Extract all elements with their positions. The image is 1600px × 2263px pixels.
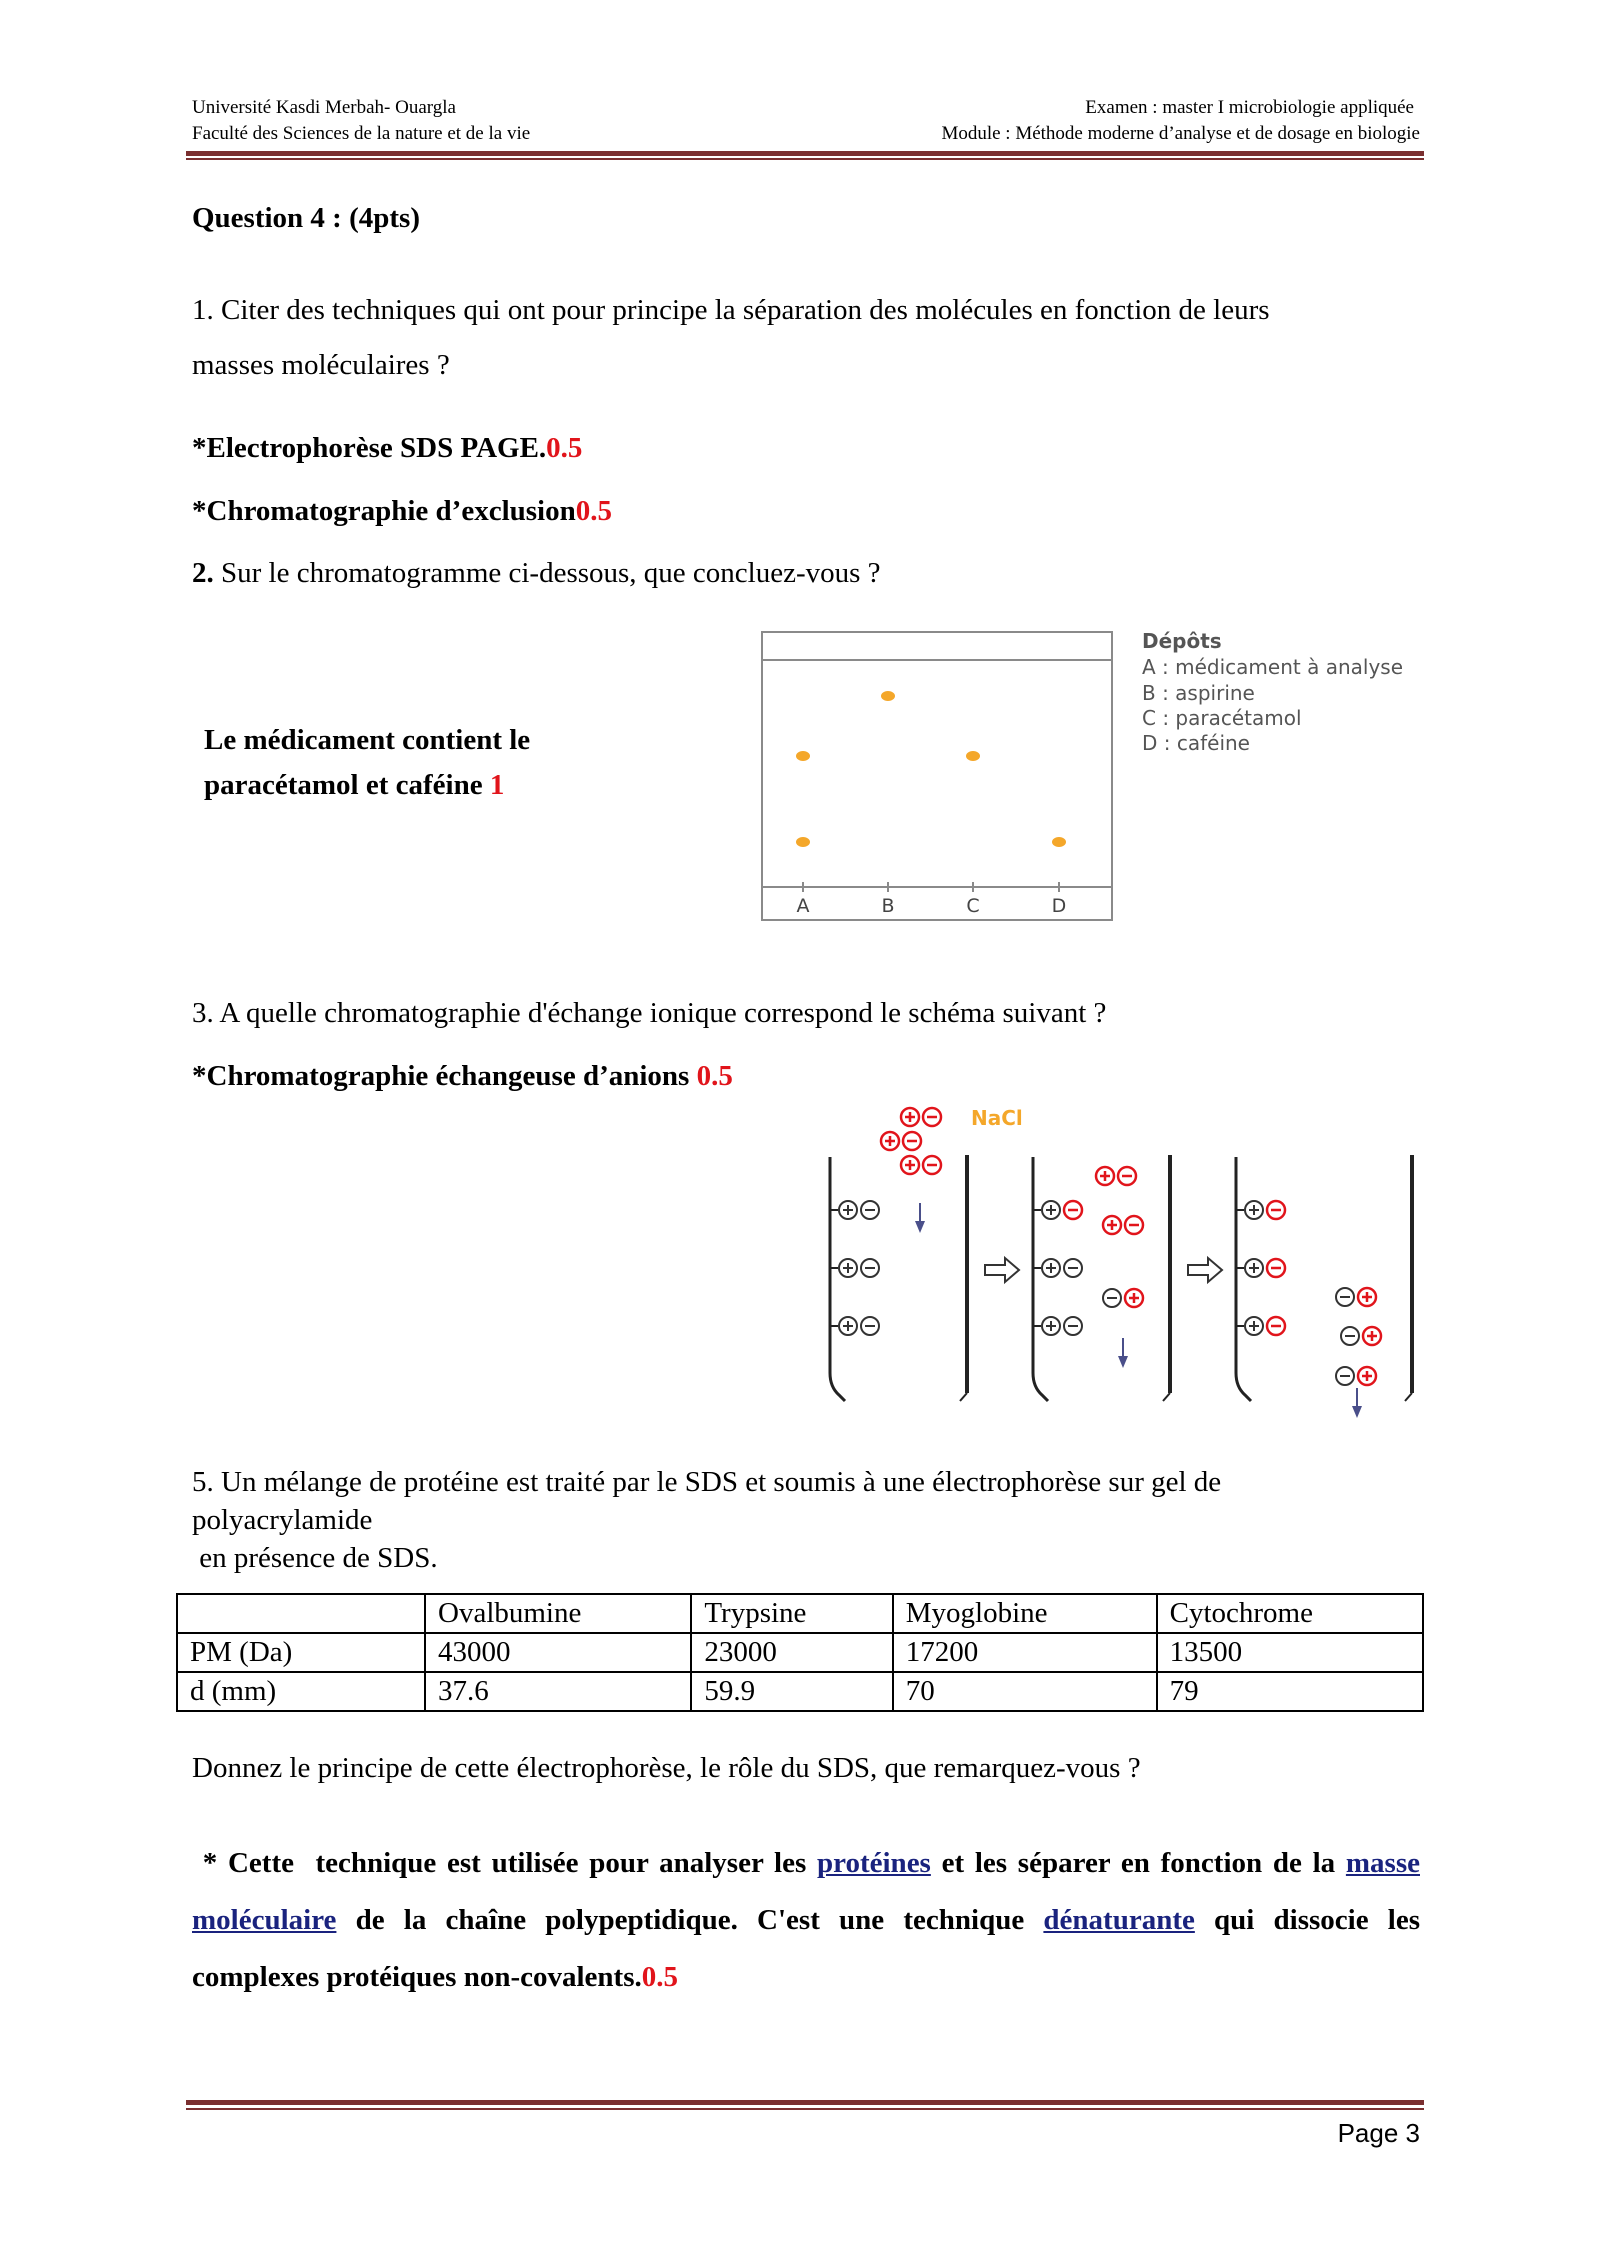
table-cell: d (mm) [177, 1672, 425, 1711]
q3-question: 3. A quelle chromatographie d'échange ionique correspond le schéma suivant ? [192, 997, 1107, 1029]
column-3 [1236, 1155, 1412, 1418]
q1-line1: 1. Citer des techniques qui ont pour principe la séparation des molécules en fonction de leurs [192, 294, 1270, 326]
q3-answer [192, 1056, 733, 1096]
q5-line1: 5. Un mélange de protéine est traité par le SDS et soumis à une électrophorèse sur gel de [192, 1466, 1222, 1498]
nacl-label: NaCl [971, 1106, 1023, 1130]
legend-item-d: D : caféine [1142, 731, 1250, 755]
table-cell: 13500 [1157, 1633, 1423, 1672]
spot-b [881, 691, 895, 701]
lane-label-d: D [1051, 895, 1067, 917]
legend-title: Dépôts [1142, 629, 1222, 653]
q5-answer-part1: * Cette technique est utilisée pour analyser les [192, 1847, 817, 1879]
table-header-row [177, 1594, 1423, 1633]
q2-answer [204, 718, 530, 808]
q5-answer-part3: de la chaîne polypeptidique. C'est une technique [336, 1904, 1044, 1936]
q1-line2: masses moléculaires ? [192, 349, 450, 381]
q5-answer [192, 1835, 1420, 2006]
link-masse-moleculaire[interactable]: masse moléculaire [192, 1847, 1420, 1936]
q1-answer2-score: 0.5 [575, 495, 612, 527]
step-arrow-2 [1188, 1258, 1222, 1282]
link-denaturante[interactable]: dénaturante [1043, 1904, 1195, 1936]
q2-number: 2. [192, 557, 214, 589]
q1-answer2-text: *Chromatographie d’exclusion [192, 495, 576, 527]
q2-answer-line2 [204, 763, 530, 808]
spot-d [1052, 837, 1066, 847]
table-row [177, 1633, 1423, 1672]
q2-answer-score: 1 [489, 769, 505, 801]
q3-answer-text: *Chromatographie échangeuse d’anions [192, 1060, 697, 1092]
table-header-cell: Myoglobine [893, 1594, 1157, 1633]
q1-answer1-text: *Electrophorèse SDS PAGE. [192, 432, 547, 464]
exam-title: Examen : master I microbiologie appliquée [1085, 97, 1414, 118]
table-corner-cell [177, 1594, 425, 1633]
lane-label-a: A [796, 895, 810, 917]
spot-a-upper [796, 751, 810, 761]
table-header-cell: Cytochrome [1157, 1594, 1423, 1633]
table-cell: PM (Da) [177, 1633, 425, 1672]
faculty-name: Faculté des Sciences de la nature et de la vie [192, 123, 531, 144]
q2-text: Sur le chromatogramme ci-dessous, que concluez-vous ? [213, 557, 881, 589]
column-1 [830, 1155, 967, 1401]
legend-item-b: B : aspirine [1142, 681, 1255, 705]
q5-answer-score: 0.5 [641, 1961, 679, 1993]
q5-answer-part2: et les séparer en fonction de la [930, 1847, 1346, 1879]
q2-question [192, 553, 881, 593]
table-cell: 17200 [893, 1633, 1157, 1672]
table-cell: 37.6 [425, 1672, 691, 1711]
header-left [192, 95, 530, 147]
spot-c [966, 751, 980, 761]
spot-a-lower [796, 837, 810, 847]
lane-label-c: C [966, 895, 980, 917]
table-row [177, 1672, 1423, 1711]
q1-answer2 [192, 491, 612, 531]
legend-item-c: C : paracétamol [1142, 706, 1302, 730]
table-cell: 70 [893, 1672, 1157, 1711]
question-title: Question 4 : (4pts) [192, 202, 420, 234]
table-header-cell: Ovalbumine [425, 1594, 691, 1633]
q5-line2: polyacrylamide [192, 1504, 373, 1536]
university-name: Université Kasdi Merbah- Ouargla [192, 97, 456, 118]
q2-answer-line1: Le médicament contient le [204, 724, 531, 756]
table-cell: 23000 [691, 1633, 892, 1672]
link-proteines[interactable]: protéines [817, 1847, 931, 1879]
step-arrow-1 [985, 1258, 1019, 1282]
footer-rule [186, 2100, 1424, 2105]
table-cell: 59.9 [691, 1672, 892, 1711]
chromatogram [755, 625, 1415, 925]
table-header-cell: Trypsine [691, 1594, 892, 1633]
q5-answer-part4: qui dissocie les complexes protéiques non-covalents. [192, 1904, 1420, 1993]
q1-answer1-score: 0.5 [546, 432, 583, 464]
q1-answer1 [192, 428, 582, 468]
column-2 [1033, 1155, 1170, 1401]
module-title: Module : Méthode moderne d’analyse et de dosage en biologie [941, 123, 1420, 144]
q5-sub-question: Donnez le principe de cette électrophorèse, le rôle du SDS, que remarquez-vous ? [192, 1752, 1141, 1784]
ion-exchange-diagram [815, 1095, 1435, 1430]
q5-question [192, 1463, 1221, 1577]
footer-rule-thin [186, 2108, 1424, 2110]
table-cell: 79 [1157, 1672, 1423, 1711]
q2-answer-line2-text: paracétamol et caféine [204, 769, 490, 801]
table-cell: 43000 [425, 1633, 691, 1672]
header-rule-thin [186, 158, 1424, 160]
chromatogram-plate [762, 632, 1112, 920]
q5-line3: en présence de SDS. [192, 1542, 438, 1574]
nacl-ions [881, 1108, 941, 1174]
protein-table [176, 1593, 1424, 1712]
lane-label-b: B [881, 895, 895, 917]
page-number: Page 3 [1337, 2118, 1420, 2148]
header-rule [186, 151, 1424, 156]
header-right [941, 95, 1420, 147]
legend-item-a: A : médicament à analyse [1142, 655, 1404, 679]
q3-answer-score: 0.5 [696, 1060, 733, 1092]
